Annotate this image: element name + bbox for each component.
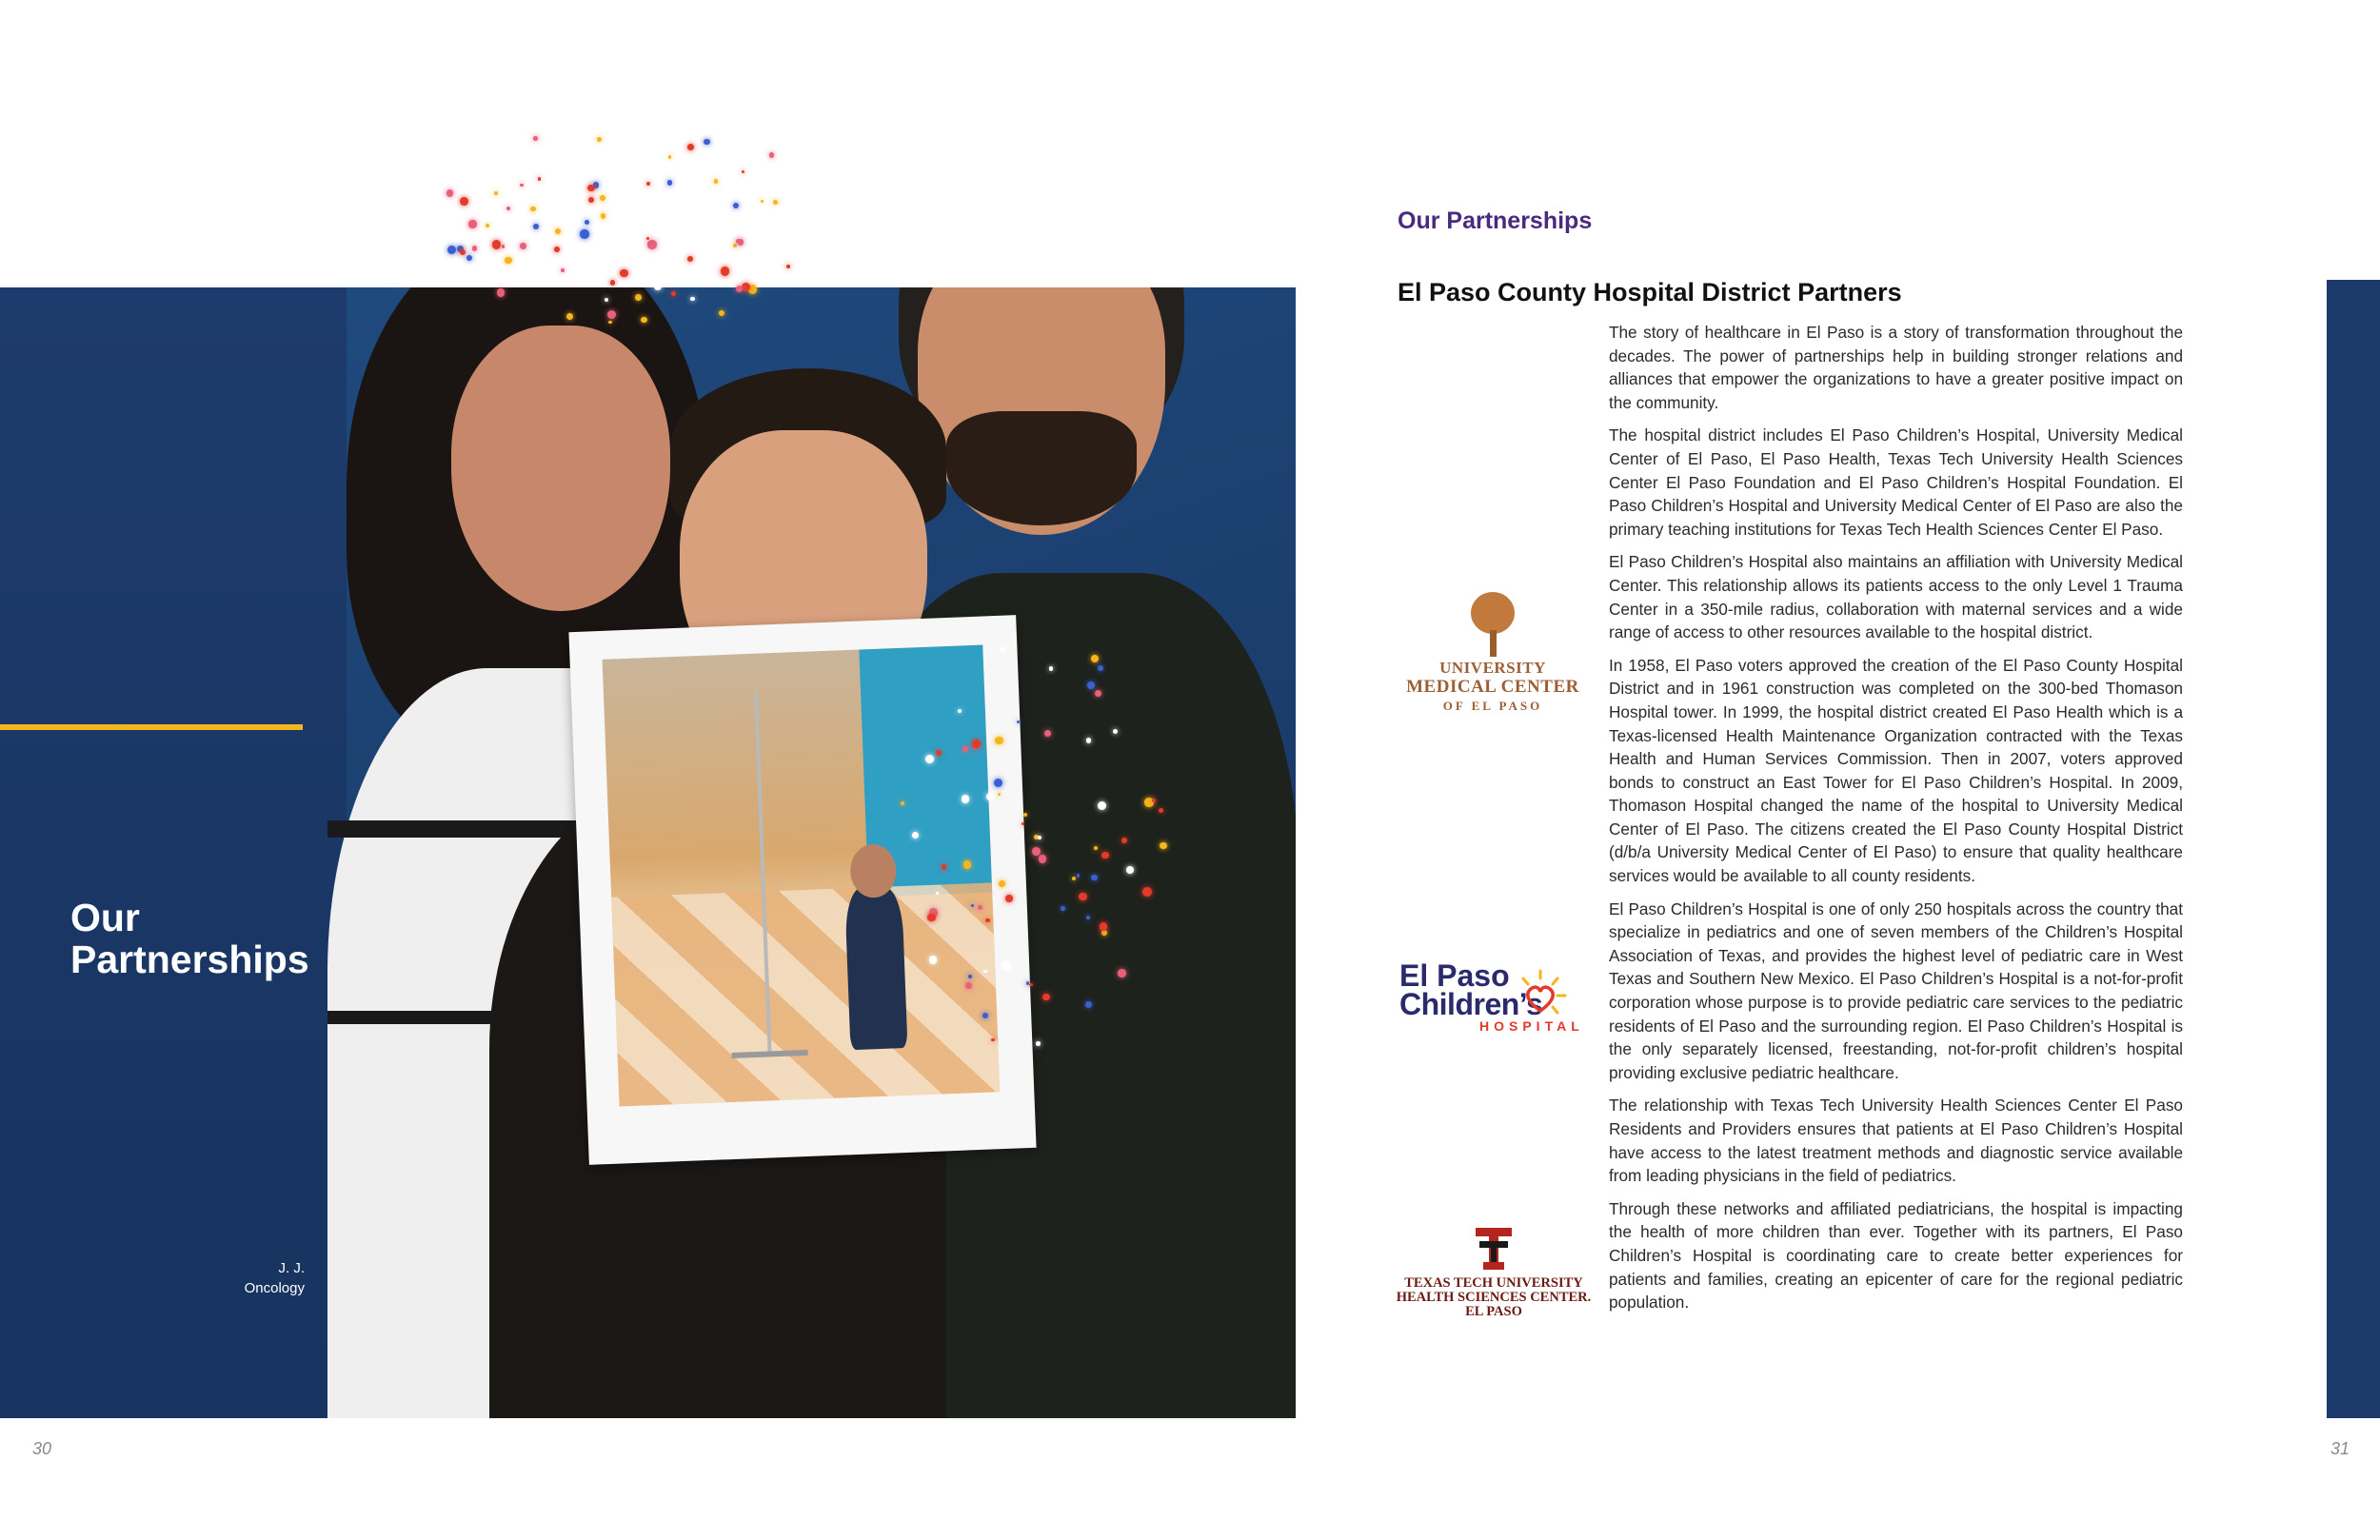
sparkle-dot [506,207,510,210]
sparkle-dot [587,185,595,192]
sparkle-dot [761,200,764,203]
sparkle-dot [460,249,466,255]
sparkle-dot [494,191,498,195]
polaroid-photo [568,615,1036,1165]
sparkle-dot [502,218,510,227]
sparkle-dot [533,136,538,141]
paragraph: The hospital district includes El Paso Children’s Hospital, University Medical Center of El Paso, El Paso Health, Texas Tech University Health Sciences Center El Paso Foundation and El Paso Children’s Hospital Foundation. El Paso Children’s Hospital and University Medical Center of El Paso are also the primary teaching institutions for Texas Tech Health Sciences Center El Paso. [1609,425,2183,539]
page-number-left: 30 [32,1439,52,1458]
sparkle-dot [1086,738,1092,743]
sparkle-dot [668,155,672,159]
photo-caption-name: J. J. [278,1260,305,1276]
sparkle-dot [773,200,778,205]
paragraph: In 1958, El Paso voters approved the creation of the El Paso County Hospital District and in 1961 construction was completed on the 300-bed Thomason Hospital tower. In 1999, the hospital district created El Paso Health which is a Texas-licensed Health Maintenance Organization contracted with the Texas Health and Human Services Commission. Then in 2007, voters approved bonds to construct an East Tower for El Paso Children’s Hospital. In 2009, Thomason Hospital changed the name of the hospital to University Medical Center of El Paso. The citizens created the El Paso County Hospital District (d/b/a University Medical Center of El Paso) to ensure that quality healthcare services would be available to all county residents. [1609,655,2183,886]
sparkle-dot [736,239,741,244]
sparkle-dot [492,240,501,248]
sparkle-dot [769,152,775,158]
sparkle-dot [1005,895,1013,902]
sparkle-dot [927,914,935,921]
sparkle-dot [600,195,605,201]
sparkle-dot [986,793,994,800]
sparkle-dot [978,905,982,910]
title-line-2: Partnerships [70,938,309,981]
page-heading: El Paso County Hospital District Partners [1398,278,1902,306]
sparkle-dot [538,177,542,181]
sparkle-dot [733,244,738,248]
sparkle-dot [942,864,947,870]
sparkle-dot [1042,994,1049,1000]
sparkle-dot [1094,846,1098,850]
sparkle-dot [760,179,768,188]
sparkle-dot [566,313,573,320]
sparkle-dot [972,740,981,748]
sparkle-dot [1095,690,1101,697]
sparkle-dot [962,795,970,803]
child-patient [844,886,907,1050]
sparkle-dot [733,203,739,208]
sparkle-dot [1000,647,1004,652]
sparkle-dot [580,229,589,239]
paragraph: The relationship with Texas Tech University Health Sciences Center El Paso Residents and Providers ensures that patients at El Paso Children’s Hospital have access to the latest treatment methods and diagnostic service available from leading physicians in the field of pediatrics. [1609,1096,2183,1186]
sparkle-dot [486,224,489,227]
sparkle-dot [613,234,616,237]
sparkle-dot [687,256,693,262]
mother-face [451,326,670,611]
tree-icon [1467,592,1518,659]
epch-logo [1399,958,1590,1085]
sparkle-dot [446,189,453,196]
sparkle-dot [635,294,642,301]
umc-logo [1398,592,1588,725]
paragraph: El Paso Children’s Hospital also maintains an affiliation with University Medical Center. This relationship allows its patients access to the only Level 1 Trauma Center in a 350-mile radius, collaboration with maternal services and a wide range of access to other resources available to the hospital district. [1609,552,2183,642]
paragraph: The story of healthcare in El Paso is a story of transformation throughout the decades. The power of partnerships help in building stronger relations and alliances that empower the organizations to have a greater positive impact on the community. [1609,323,2183,412]
epch-logo-line-1: El Paso [1399,958,1510,993]
sparkle-dot [497,288,505,296]
sparkle-dot [558,156,566,165]
sparkle-dot [646,182,650,186]
sparkle-dot [995,737,1003,745]
sparkle-dot [667,180,672,185]
sparkle-dot [786,176,794,184]
sparkle-dot [714,179,719,184]
sparkle-dot [597,137,602,142]
sparkle-dot [786,265,790,268]
sparkle-dot [505,257,512,265]
sparkle-dot [1049,666,1053,670]
umc-logo-line-1: UNIVERSITY [1439,659,1546,677]
sparkle-dot [502,245,506,248]
umc-logo-line-2: MEDICAL CENTER [1406,677,1579,697]
sparkle-dot [460,197,468,206]
sparkle-dot [901,801,904,805]
photo-caption-department: Oncology [244,1280,305,1296]
paragraph: El Paso Children’s Hospital is one of only 250 hospitals across the country that specialize in pediatrics and one of seven members of the Children’s Hospital Association of Texas, and provides the highest level of pediatric care in West Texas and Southern New Mexico. El Paso Children’s Hospital is a not-for-profit corporation whose purpose is to provide pediatric care services to the pediatric residents of El Paso and the surrounding region. El Paso Children’s Hospital is the only separately licensed, freestanding, not-for-profit children’s hospital providing exclusive pediatric healthcare. [1609,898,2183,1082]
sparkle-dot [560,166,567,173]
sparkle-dot [647,240,657,249]
sparkle-dot [929,956,937,963]
sparkle-dot [554,247,560,252]
title-underline [0,724,303,730]
sparkle-dot [1098,665,1103,671]
sparkle-dot [585,220,589,225]
sparkle-dot [703,226,710,233]
sparkle-dot [1086,916,1090,919]
sparkle-dot [506,228,509,231]
sparkle-dot [742,170,745,174]
sparkle-dot [620,269,627,277]
section-label: Our Partnerships [1398,207,1593,234]
sparkle-dot [687,144,694,150]
sparkle-dot [561,268,565,272]
epch-logo-line-2: Children’s [1399,987,1543,1021]
sparkle-dot [466,255,472,261]
sparkle-dot [704,139,710,146]
sparkle-dot [936,750,942,756]
sparkle-dot [1087,681,1095,689]
sparkle-dot [1017,721,1020,723]
sparkle-dot [1101,852,1108,859]
sparkle-dot [1077,874,1081,878]
epch-logo-line-3: HOSPITAL [1479,1018,1584,1034]
body-text [1609,321,2183,1324]
sparkle-dot [963,860,971,868]
ttu-logo-line-1: TEXAS TECH UNIVERSITY [1404,1275,1583,1291]
sparkle-dot [983,970,987,974]
sparkle-dot [607,310,616,319]
sparkle-dot [1032,847,1041,856]
ttu-logo [1386,1228,1601,1323]
sparkle-dot [1118,969,1126,977]
sparkle-dot [524,202,527,206]
sparkle-dot [608,321,611,324]
sparkle-dot [721,267,730,276]
sparkle-dot [999,880,1005,887]
sparkle-dot [1079,893,1087,901]
sparkle-dot [1036,1041,1041,1046]
sparkle-dot [1039,855,1046,862]
double-t-icon [1476,1228,1512,1270]
sparkle-dot [1002,961,1010,970]
sparkle-dot [588,197,594,203]
sparkle-dot [1159,808,1163,813]
heart-sun-icon [1514,969,1567,1022]
sparkle-dot [472,246,477,250]
sparkle-dot [1038,836,1041,839]
ttu-logo-line-2: HEALTH SCIENCES CENTER. [1396,1290,1592,1305]
sparkle-dot [745,239,753,247]
sparkle-dot [526,183,530,188]
sparkle-dot [1029,983,1032,986]
title-line-1: Our [70,896,140,939]
sparkle-dot [601,213,605,218]
sparkle-dot [468,220,477,228]
paragraph: Through these networks and affiliated pediatricians, the hospital is impacting the health of more children than ever. Together with its partners, El Paso Children’s Hospital is coordinating care to create better experiences for patients and families, creating an epicenter of care for the regional pediatric population. [1609,1198,2183,1313]
right-edge-accent-bar [2327,280,2380,1418]
left-page-title [70,897,356,980]
sparkle-dot [447,246,456,254]
hospital-hallway-image [603,645,1001,1107]
sparkle-dot [669,272,672,275]
sparkle-dot [614,146,619,150]
sparkle-dot [610,280,615,285]
sparkle-dot [520,243,526,249]
hallway-floor [611,882,1000,1106]
sparkle-dot [520,184,524,188]
sparkle-dot [605,298,608,302]
ttu-logo-line-3: EL PASO [1465,1304,1522,1319]
sparkle-dot [555,228,561,234]
father-beard [946,411,1137,525]
sparkle-dot [982,1013,988,1018]
umc-logo-line-3: OF EL PASO [1442,699,1543,713]
page-number-right: 31 [2330,1439,2350,1458]
sparkle-dot [533,224,539,229]
sparkle-dot [530,207,535,211]
sparkle-dot [1142,887,1152,897]
